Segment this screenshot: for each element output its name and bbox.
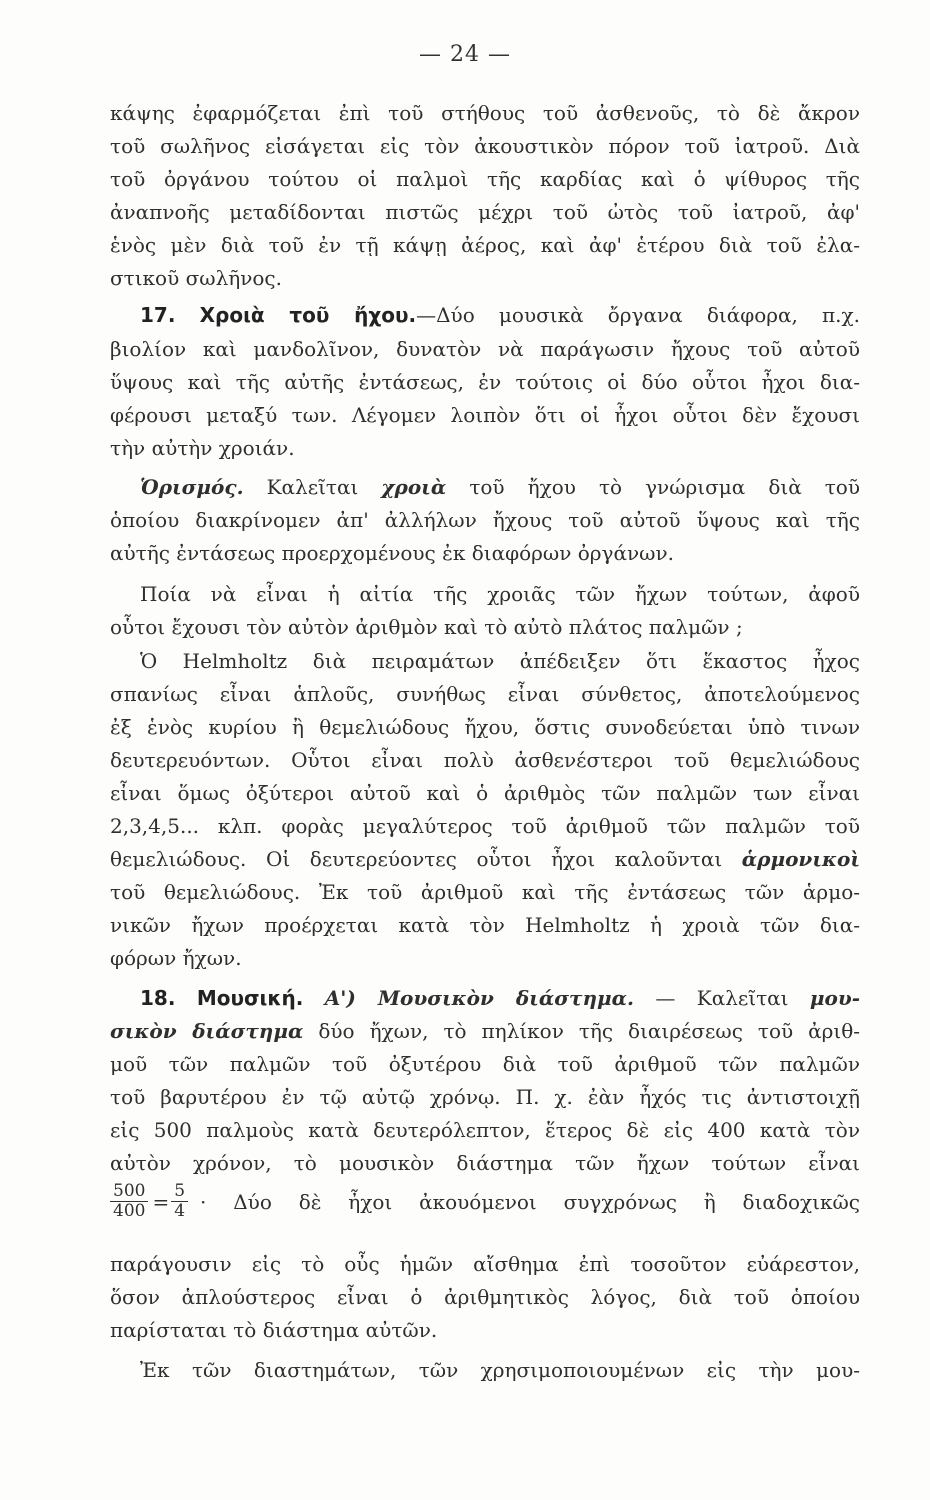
- text-line: εἶναι ὅμως ὀξύτεροι αὐτοῦ καὶ ὁ ἀριθμὸς τῶν παλμῶν των εἶναι: [110, 781, 860, 805]
- text-fragment: — Καλεῖται: [655, 986, 789, 1010]
- text-line: σπανίως εἶναι ἁπλοῦς, συνήθως εἶναι σύνθετος, ἀποτελούμενος: [110, 682, 860, 706]
- text-line: παρίσταται τὸ διάστημα αὐτῶν.: [110, 1318, 438, 1342]
- text-line: στικοῦ σωλῆνος.: [110, 266, 282, 290]
- text-line: ἀναπνοῆς μεταδίδονται πιστῶς μέχρι τοῦ ὠτὸς τοῦ ἰατροῦ, ἀφ': [110, 200, 860, 224]
- text-line: δευτερευόντων. Οὗτοι εἶναι πολὺ ἀσθενέστεροι τοῦ θεμελιώδους: [110, 748, 860, 772]
- text-line: αὐτῆς ἐντάσεως προερχομένους ἐκ διαφόρων ὀργάνων.: [110, 541, 674, 565]
- text-line: ὁποίου διακρίνομεν ἀπ' ἀλλήλων ἤχους τοῦ αὐτοῦ ὕψους καὶ τῆς: [110, 508, 860, 532]
- text-fragment: Καλεῖται: [266, 475, 359, 499]
- fraction-numerator: 5: [171, 1182, 188, 1202]
- section-18-heading-line: [140, 985, 860, 1011]
- text-line: φόρων ἤχων.: [110, 946, 242, 970]
- text-line: Ποία νὰ εἶναι ἡ αἰτία τῆς χροιᾶς τῶν ἤχων τούτων, ἀφοῦ: [140, 582, 860, 606]
- text-line: 2,3,4,5... κλπ. φορὰς μεγαλύτερος τοῦ ἀριθμοῦ τῶν παλμῶν τοῦ: [110, 814, 860, 838]
- text-line: Ὁ Helmholtz διὰ πειραμάτων ἀπέδειξεν ὅτι ἕκαστος ἦχος: [140, 649, 860, 673]
- text-line: βιολίον καὶ μανδολῖνον, δυνατὸν νὰ παράγωσιν ἤχους τοῦ αὐτοῦ: [110, 337, 860, 361]
- text-line: αὐτὸν χρόνον, τὸ μουσικὸν διάστημα τῶν ἤχων τούτων εἶναι: [110, 1151, 860, 1175]
- text-line: κάψης ἐφαρμόζεται ἐπὶ τοῦ στήθους τοῦ ἀσθενοῦς, τὸ δὲ ἄκρον: [110, 101, 860, 125]
- section-title: Χροιὰ τοῦ ἤχου.: [199, 303, 417, 327]
- text-line: τὴν αὐτὴν χροιάν.: [110, 436, 295, 460]
- section-title: Μουσική.: [196, 986, 304, 1010]
- harmonic-line: [110, 846, 860, 872]
- section-17-heading-line: [140, 302, 860, 328]
- text-line: οὗτοι ἔχουσι τὸν αὐτὸν ἀριθμὸν καὶ τὸ αὐτὸ πλάτος παλμῶν ;: [110, 615, 743, 639]
- text-line: φέρουσι μεταξύ των. Λέγομεν λοιπὸν ὅτι οἱ ἦχοι οὗτοι δὲν ἔχουσι: [110, 403, 860, 427]
- term-fragment: σικὸν διάστημα: [110, 1019, 304, 1043]
- text-line: ἑνὸς μὲν διὰ τοῦ ἐν τῇ κάψῃ ἀέρος, καὶ ἀφ' ἑτέρου διὰ τοῦ ἐλα-: [110, 233, 860, 257]
- text-line: ἐξ ἑνὸς κυρίου ἢ θεμελιώδους ἤχου, ὅστις συνοδεύεται ὑπὸ τινων: [110, 715, 860, 739]
- definition-label: Ὁρισμός.: [140, 475, 244, 499]
- section-number: 17.: [140, 303, 176, 327]
- text-line: τοῦ ὀργάνου τούτου οἱ παλμοὶ τῆς καρδίας καὶ ὁ ψίθυρος τῆς: [110, 167, 860, 191]
- fraction-5-4: [171, 1182, 188, 1221]
- text-line: Ἐκ τῶν διαστημάτων, τῶν χρησιμοποιουμένων εἰς τὴν μου-: [140, 1358, 860, 1382]
- text-fragment: δύο ἤχων, τὸ πηλίκον τῆς διαιρέσεως τοῦ ἀριθ-: [318, 1019, 861, 1043]
- text-fragment: τοῦ ἤχου τὸ γνώρισμα διὰ τοῦ: [469, 475, 861, 499]
- fraction-numerator: 500: [110, 1182, 148, 1202]
- text-line: τοῦ σωλῆνος εἰσάγεται εἰς τὸν ἀκουστικὸν πόρον τοῦ ἰατροῦ. Διὰ: [110, 134, 860, 158]
- fraction-denominator: 4: [174, 1201, 186, 1221]
- section-subtitle: Α') Μουσικὸν διάστημα.: [324, 986, 634, 1010]
- fraction-denominator: 400: [113, 1201, 146, 1221]
- text-line: τοῦ βαρυτέρου ἐν τῷ αὐτῷ χρόνῳ. Π. χ. ἐὰν ἦχός τις ἀντιστοιχῇ: [110, 1085, 860, 1109]
- text-line: τοῦ θεμελιώδους. Ἐκ τοῦ ἀριθμοῦ καὶ τῆς ἐντάσεως τῶν ἁρμο-: [110, 880, 860, 904]
- page-number: — 24 —: [419, 42, 511, 67]
- text-fragment: · Δύο δὲ ἦχοι ἀκουόμενοι συγχρόνως ἢ διαδοχικῶς: [200, 1189, 860, 1214]
- section-number: 18.: [140, 986, 176, 1010]
- text-line: εἰς 500 παλμοὺς κατὰ δευτερόλεπτον, ἕτερος δὲ εἰς 400 κατὰ τὸν: [110, 1118, 860, 1142]
- text-fragment: θεμελιώδους. Οἱ δευτερεύοντες οὗτοι ἦχοι καλοῦνται: [110, 847, 723, 871]
- definition-term: χροιὰ: [381, 475, 447, 499]
- fraction-line: [110, 1182, 860, 1221]
- text-fragment: —Δύο μουσικὰ ὄργανα διάφορα, π.χ.: [416, 303, 860, 327]
- harmonic-term: ἁρμονικοὶ: [741, 847, 860, 871]
- text-line: ὅσον ἁπλούστερος εἶναι ὁ ἀριθμητικὸς λόγος, διὰ τοῦ ὁποίου: [110, 1285, 860, 1309]
- text-line: ὕψους καὶ τῆς αὐτῆς ἐντάσεως, ἐν τούτοις οἱ δύο οὗτοι ἦχοι δια-: [110, 370, 860, 394]
- term-line: [110, 1018, 860, 1044]
- text-line: μοῦ τῶν παλμῶν τοῦ ὀξυτέρου διὰ τοῦ ἀριθμοῦ τῶν παλμῶν: [110, 1052, 860, 1076]
- term-fragment: μου-: [809, 986, 861, 1010]
- text-line: νικῶν ἤχων προέρχεται κατὰ τὸν Helmholtz ἡ χροιὰ τῶν δια-: [110, 913, 860, 937]
- text-line: παράγουσιν εἰς τὸ οὖς ἡμῶν αἴσθημα ἐπὶ τοσοῦτον εὐάρεστον,: [110, 1252, 860, 1276]
- fraction-500-400: [110, 1182, 148, 1221]
- equals-sign: =: [152, 1189, 170, 1214]
- definition-line: [140, 474, 860, 500]
